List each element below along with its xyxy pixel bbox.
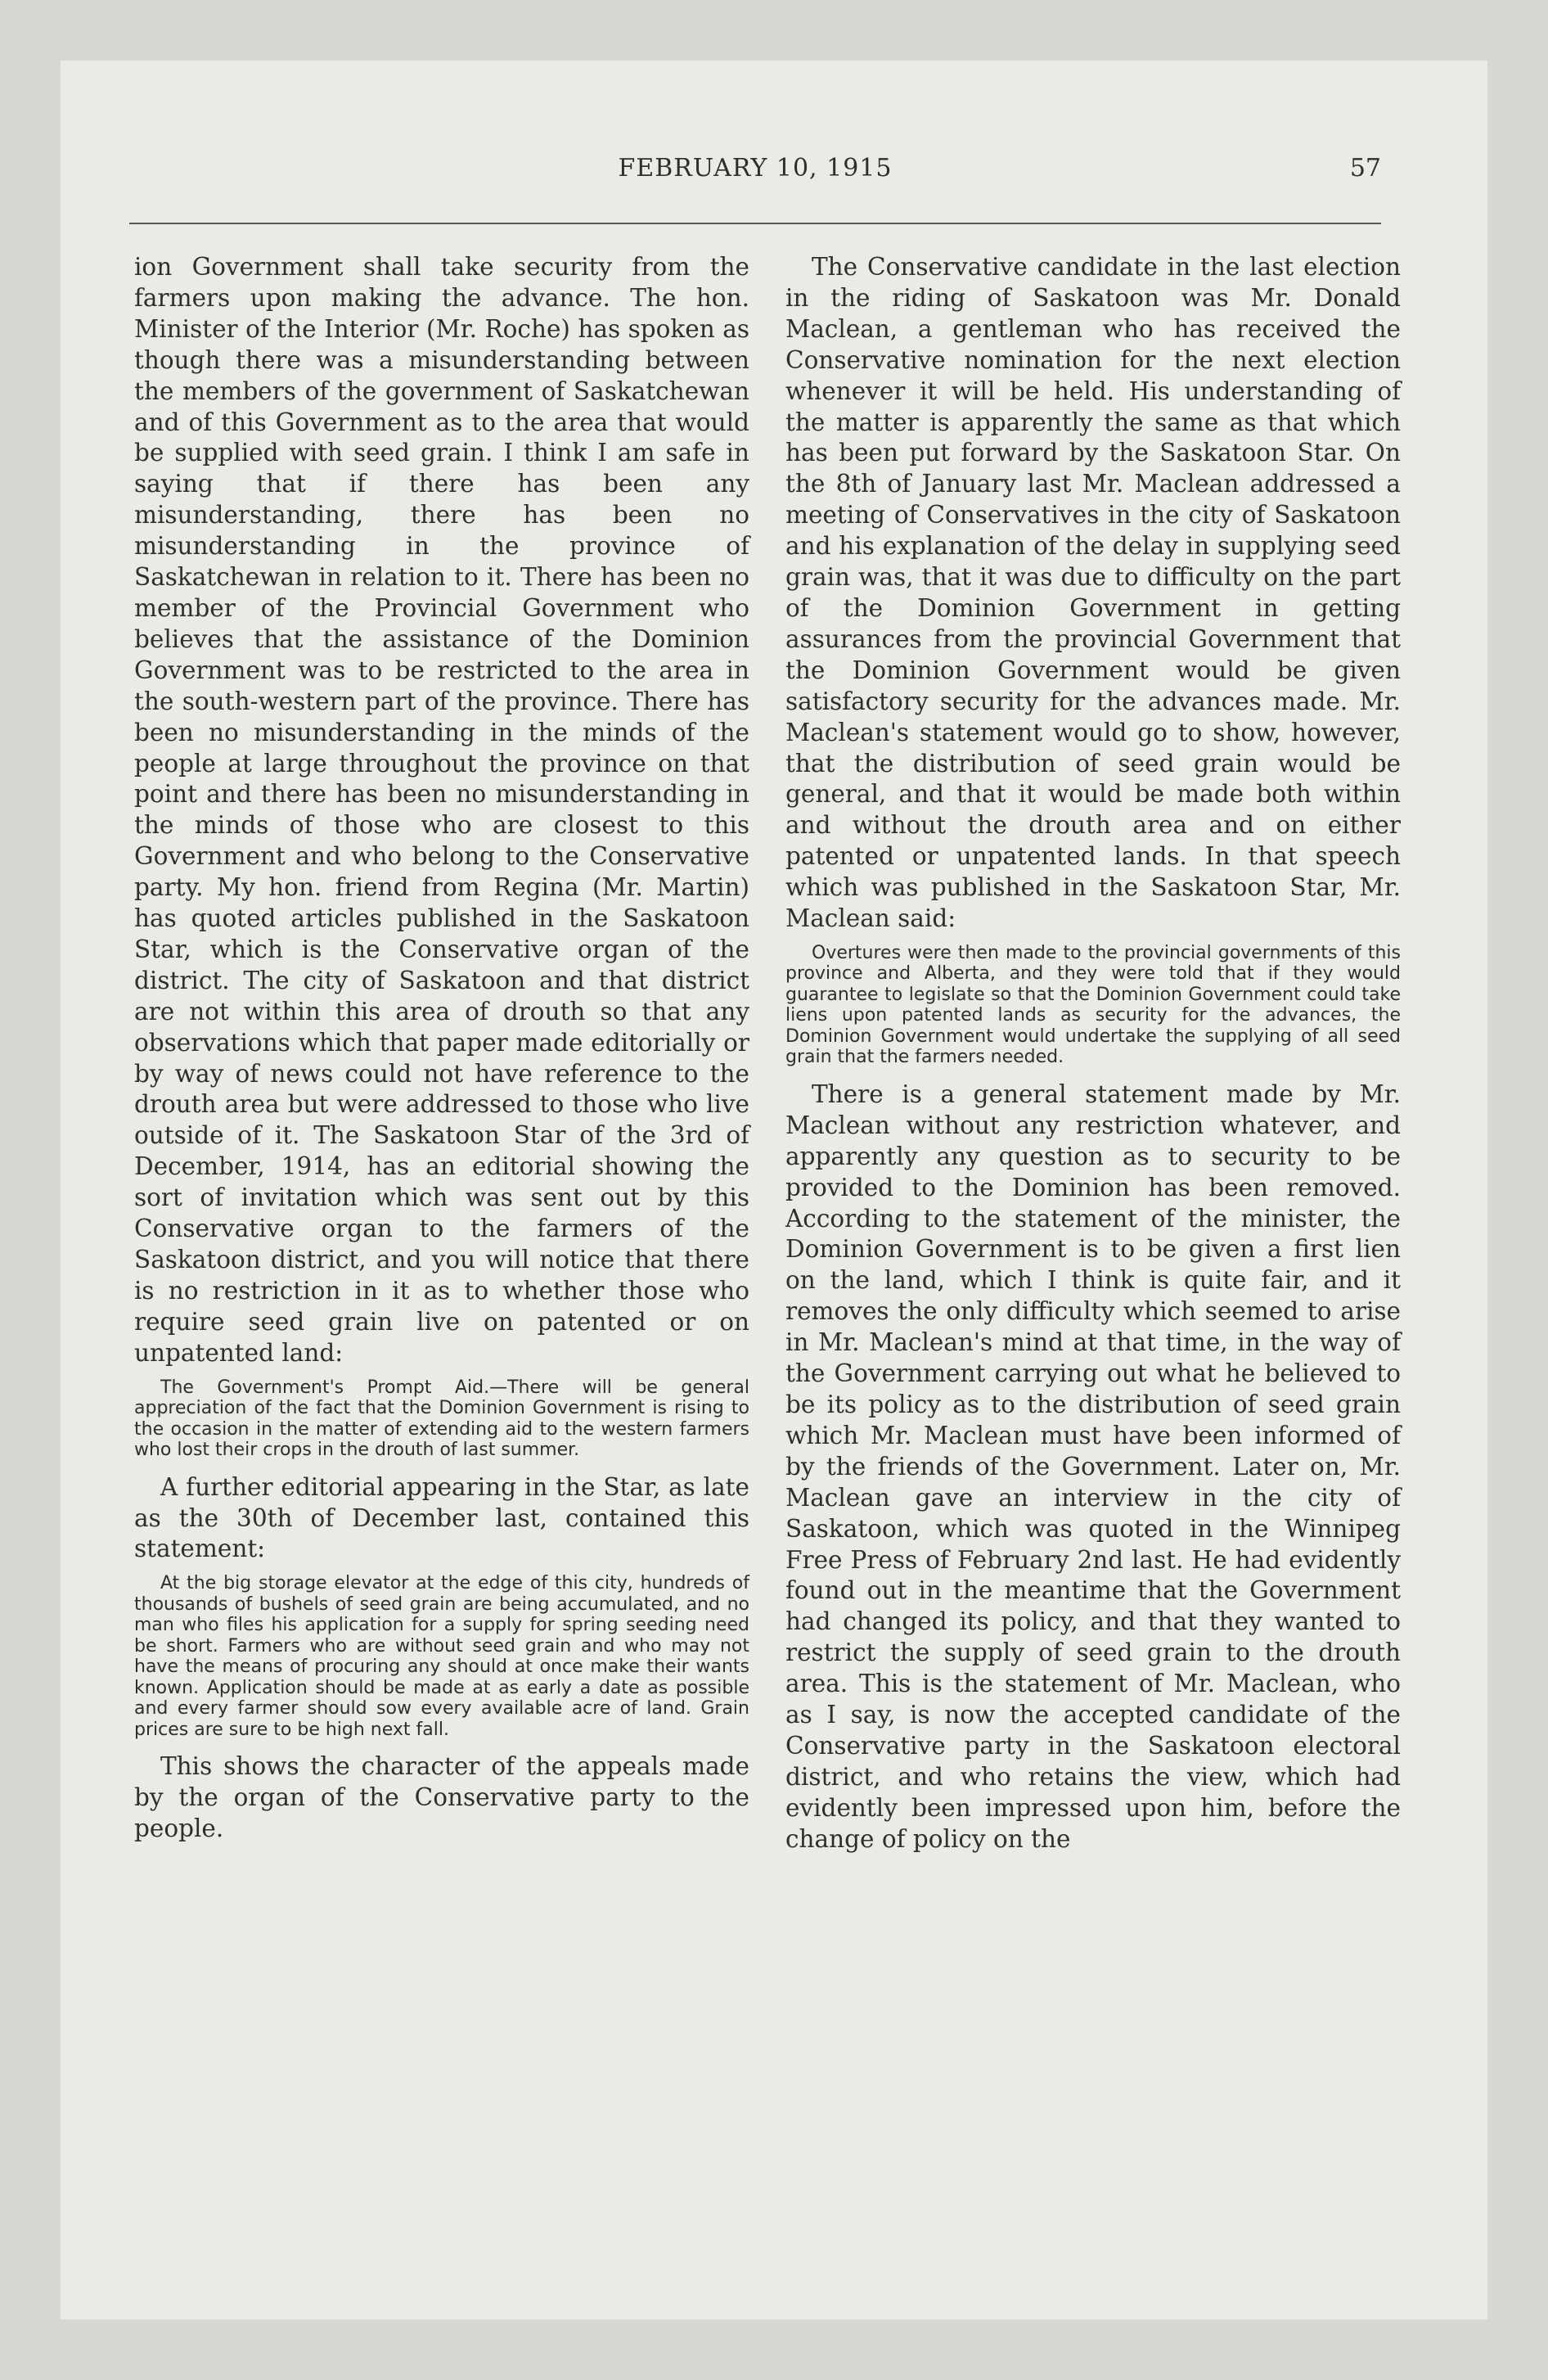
right-column: [785, 252, 1401, 1855]
right-paragraph-2: There is a general statement made by Mr. Maclean without any restriction whatever, and apparently any question as to security to be provided to the Dominion has been removed. According to the statement of the minister, the Dominion Government is to be given a first lien on the land, which I think is quite fair, and it removes the only difficulty which seemed to arise in Mr. Maclean's mind at that time, in the way of the Government carrying out what he believed to be its policy as to the distribution of seed grain which Mr. Maclean must have been informed of by the friends of the Government. Later on, Mr. Maclean gave an interview in the city of Saskatoon, which was quoted in the Winnipeg Free Press of February 2nd last. He had evidently found out in the meantime that the Government had changed its policy, and that they wanted to restrict the supply of seed grain to the drouth area. This is the statement of Mr. Maclean, who as I say, is now the accepted candidate of the Conservative party in the Saskatoon electoral district, and who retains the view, which had evidently been impressed upon him, before the change of policy on the: [785, 1080, 1401, 1853]
left-paragraph-3: This shows the character of the appeals made by the organ of the Conservative party to the people.: [134, 1752, 749, 1843]
header-rule: [129, 223, 1381, 224]
right-paragraph-1: The Conservative candidate in the last election in the riding of Saskatoon was Mr. Donald Maclean, a gentleman who has received the Conservative nomination for the next election whenever it will be held. His understanding of the matter is apparently the same as that which has been put forward by the Saskatoon Star. On the 8th of January last Mr. Maclean addressed a meeting of Conservatives in the city of Saskatoon and his explanation of the delay in supplying seed grain was, that it was due to difficulty on the part of the Dominion Government in getting assurances from the provincial Government that the Dominion Government would be given satisfactory security for the advances made. Mr. Maclean's statement would go to show, however, that the distribution of seed grain would be general, and that it would be made both within and without the drouth area and on either patented or unpatented lands. In that speech which was published in the Saskatoon Star, Mr. Maclean said:: [785, 253, 1401, 933]
left-column: [134, 252, 749, 1845]
page-header: [129, 154, 1381, 195]
left-paragraph-1: ion Government shall take security from the farmers upon making the advance. The hon. Minister of the Interior (Mr. Roche) has spoken as though there was a misunderstanding between the members of the government of Saskatchewan and of this Government as to the area that would be supplied with seed grain. I think I am safe in saying that if there has been any misunderstanding, there has been no misunderstanding in the province of Saskatchewan in relation to it. There has been no member of the Provincial Government who believes that the assistance of the Dominion Government was to be restricted to the area in the south-western part of the province. There has been no misunderstanding in the minds of the people at large throughout the province on that point and there has been no misunderstanding in the minds of those who are closest to this Government and who belong to the Conservative party. My hon. friend from Regina (Mr. Martin) has quoted articles published in the Saskatoon Star, which is the Conservative organ of the district. The city of Saskatoon and that district are not within this area of drouth so that any observations which that paper made editorially or by way of news could not have reference to the drouth area but were addressed to those who live outside of it. The Saskatoon Star of the 3rd of December, 1914, has an editorial showing the sort of invitation which was sent out by this Conservative organ to the farmers of the Saskatoon district, and you will notice that there is no restriction in it as to whether those who require seed grain live on patented or on unpatented land:: [134, 253, 749, 1367]
page-number: 57: [1349, 154, 1381, 183]
left-quote-2: At the big storage elevator at the edge of this city, hundreds of thousands of bushels of seed grain are being accumulated, and no man who files his application for a supply for spring seeding need be short. Farmers who are without seed grain and who may not have the means of procuring any should at once make their wants known. Application should be made at as early a date as possible and every farmer should sow every available acre of land. Grain prices are sure to be high next fall.: [134, 1573, 749, 1740]
left-quote-1: The Government's Prompt Aid.—There will be general appreciation of the fact that the Dominion Government is rising to the occasion in the matter of extending aid to the western farmers who lost their crops in the drouth of last summer.: [134, 1377, 749, 1461]
right-quote-1: Overtures were then made to the provincial governments of this province and Alberta, and they were told that if they would guarantee to legislate so that the Dominion Government could take liens upon patented lands as security for the advances, the Dominion Government would undertake the supplying of all seed grain that the farmers needed.: [785, 942, 1401, 1068]
left-paragraph-2: A further editorial appearing in the Star, as late as the 30th of December last, contained this statement:: [134, 1472, 749, 1563]
page-date: FEBRUARY 10, 1915: [618, 154, 893, 183]
